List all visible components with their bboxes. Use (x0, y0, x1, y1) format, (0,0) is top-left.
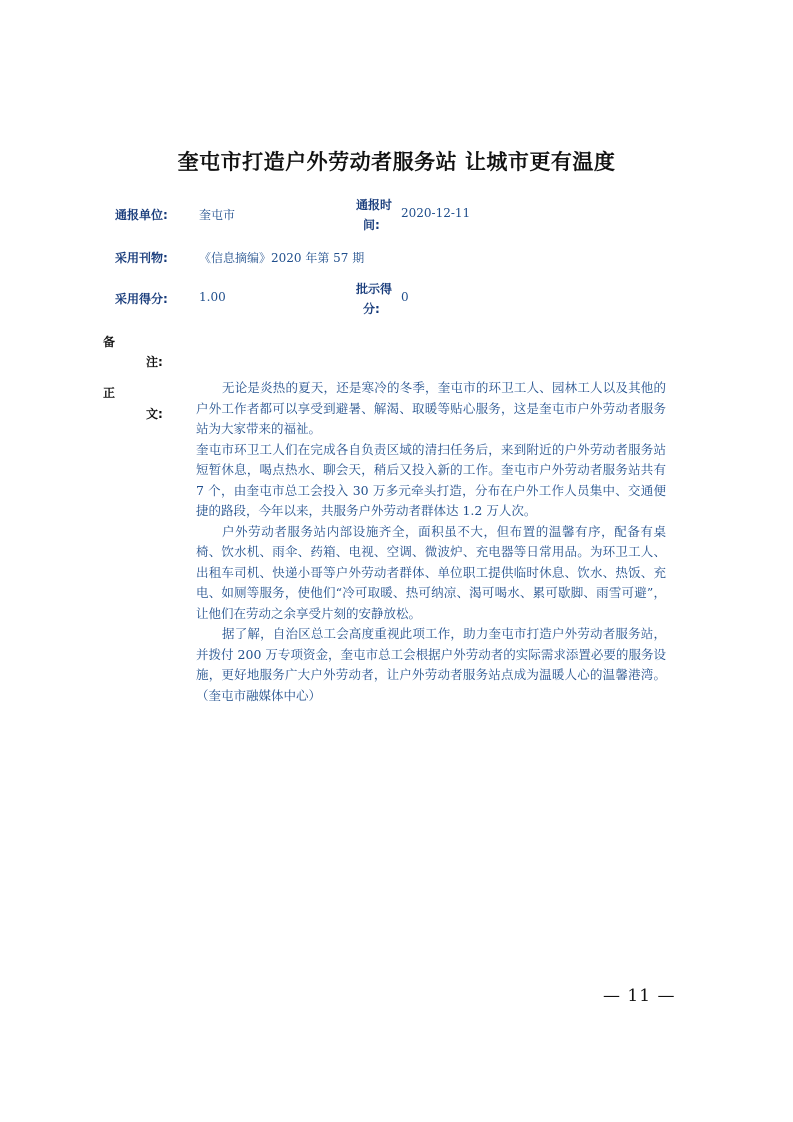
body-paragraph: 奎屯市环卫工人们在完成各自负责区域的清扫任务后，来到附近的户外劳动者服务站短暂休息，喝点热水、聊会天，稍后又投入新的工作。奎屯市户外劳动者服务站共有 7 个，由奎屯市总工会投入 30 万多元牵头打造，分布在户外工作人员集中、交通便捷的路段，今年以来，共服务户外劳动者群体达 1.2 万人次。 (196, 441, 666, 518)
approval-label-line1: 批示得 (356, 282, 393, 296)
body-paragraph: 户外劳动者服务站内部设施齐全，面积虽不大，但布置的温馨有序，配备有桌椅、饮水机、雨伞、药箱、电视、空调、微波炉、充电器等日常用品。为环卫工人、出租车司机、快递小哥等户外劳动者群体、单位职工提供临时休息、饮水、热饭、充电、如厕等服务，使他们“冷可取暖、热可纳凉、渴可喝水、累可歇脚、雨雪可避”，让他们在劳动之余享受片刻的安静放松。 (196, 523, 666, 621)
remark-label-line1: 备 (103, 335, 116, 349)
time-label-line1: 通报时 (356, 198, 393, 212)
score-value: 1.00 (199, 290, 226, 304)
remark-label-line2: 注: (146, 355, 163, 369)
body-label-line1: 正 (103, 386, 116, 400)
body-paragraph: 据了解，自治区总工会高度重视此项工作，助力奎屯市打造户外劳动者服务站，并拨付 200 万专项资金，奎屯市总工会根据户外劳动者的实际需求添置必要的服务设施，更好地服务广大户外劳动者，让户外劳动者服务站点成为温暖人心的温馨港湾。（奎屯市融媒体中心） (196, 626, 666, 703)
body-label-line2: 文: (146, 407, 163, 421)
approval-label-line2: 分: (363, 302, 380, 316)
score-label: 采用得分: (115, 292, 168, 306)
unit-value: 奎屯市 (199, 208, 236, 222)
publication-value: 《信息摘编》2020 年第 57 期 (199, 251, 365, 265)
time-value: 2020-12-11 (401, 206, 471, 220)
article-body (196, 378, 666, 706)
document-title: 奎屯市打造户外劳动者服务站 让城市更有温度 (177, 150, 616, 174)
publication-label: 采用刊物: (115, 251, 168, 265)
time-label-line2: 间: (363, 218, 380, 232)
body-paragraph: 无论是炎热的夏天，还是寒冷的冬季，奎屯市的环卫工人、园林工人以及其他的户外工作者都可以享受到避暑、解渴、取暖等贴心服务，这是奎屯市户外劳动者服务站为大家带来的福祉。 (196, 380, 666, 436)
page-number: — 11 — (603, 986, 676, 1006)
approval-value: 0 (401, 290, 409, 304)
unit-label: 通报单位: (115, 208, 168, 222)
